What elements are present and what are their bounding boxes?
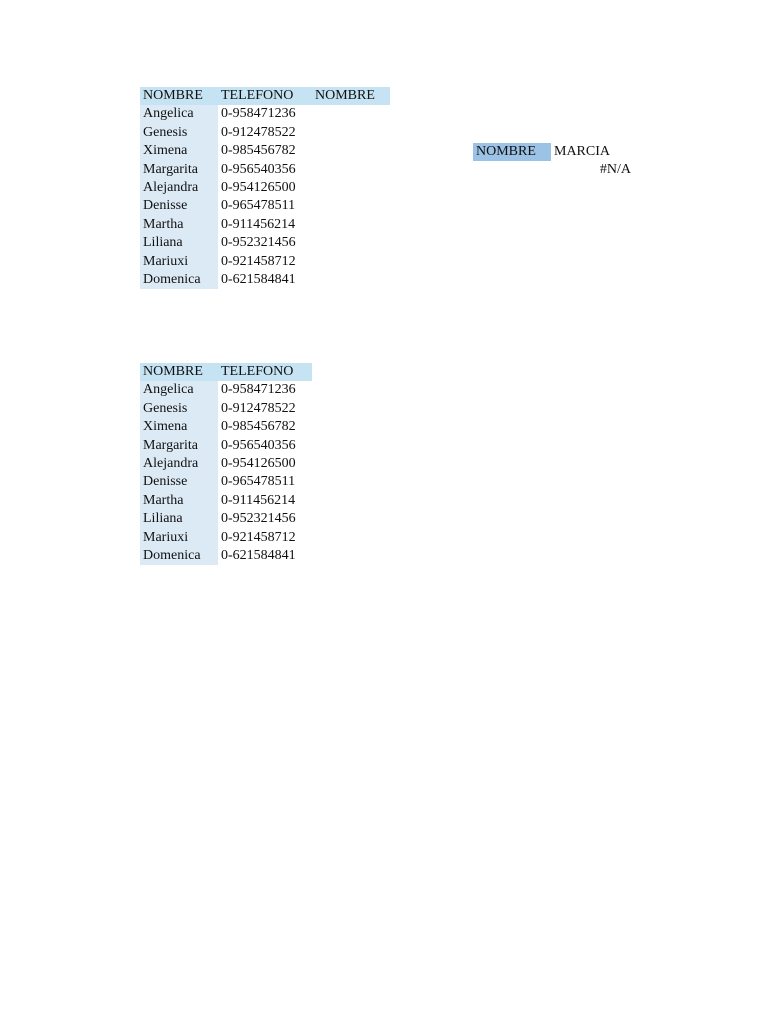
- name-cell[interactable]: Genesis: [140, 124, 218, 142]
- table-row: [140, 400, 312, 418]
- table-row: [140, 473, 312, 491]
- table-row: [140, 455, 312, 473]
- name-cell[interactable]: Margarita: [140, 161, 218, 179]
- name-cell[interactable]: Martha: [140, 216, 218, 234]
- table-row: [140, 197, 390, 215]
- name-cell[interactable]: Genesis: [140, 400, 218, 418]
- phone-cell[interactable]: 0-952321456: [221, 511, 296, 527]
- empty-cell[interactable]: [312, 197, 390, 215]
- phone-cell[interactable]: 0-912478522: [221, 124, 296, 140]
- table-row: [140, 529, 312, 547]
- phone-cell[interactable]: 0-952321456: [221, 235, 296, 251]
- phone-cell[interactable]: 0-965478511: [221, 198, 296, 214]
- name-cell[interactable]: Mariuxi: [140, 253, 218, 271]
- table-row: [140, 234, 390, 252]
- contacts-table-copy: [140, 363, 312, 565]
- name-cell[interactable]: Ximena: [140, 418, 218, 436]
- name-cell[interactable]: Denisse: [140, 197, 218, 215]
- empty-cell[interactable]: [312, 234, 390, 252]
- table-row: [140, 271, 390, 289]
- phone-cell[interactable]: 0-954126500: [221, 180, 296, 196]
- phone-cell[interactable]: 0-912478522: [221, 400, 296, 416]
- name-cell[interactable]: Mariuxi: [140, 529, 218, 547]
- lookup-input-row: [473, 143, 631, 161]
- table-row: [140, 437, 312, 455]
- name-cell[interactable]: Denisse: [140, 473, 218, 491]
- name-cell[interactable]: Angelica: [140, 381, 218, 399]
- empty-cell[interactable]: [312, 253, 390, 271]
- phone-cell[interactable]: 0-621584841: [221, 272, 296, 288]
- empty-cell[interactable]: [312, 216, 390, 234]
- phone-cell[interactable]: 0-956540356: [221, 161, 296, 177]
- empty-cell[interactable]: [312, 105, 390, 123]
- table-row: [140, 161, 390, 179]
- name-cell[interactable]: Liliana: [140, 234, 218, 252]
- empty-cell[interactable]: [312, 179, 390, 197]
- contacts-table: [140, 87, 390, 289]
- header-nombre[interactable]: NOMBRE: [140, 87, 218, 105]
- empty-cell[interactable]: [312, 271, 390, 289]
- table-row: [140, 179, 390, 197]
- name-cell[interactable]: Domenica: [140, 547, 218, 565]
- phone-cell[interactable]: 0-921458712: [221, 529, 296, 545]
- table-row: [140, 510, 312, 528]
- phone-cell[interactable]: 0-954126500: [221, 456, 296, 472]
- phone-cell[interactable]: 0-921458712: [221, 253, 296, 269]
- phone-cell[interactable]: 0-911456214: [221, 216, 296, 232]
- phone-cell[interactable]: 0-965478511: [221, 474, 296, 490]
- phone-cell[interactable]: 0-985456782: [221, 143, 296, 159]
- lookup-result-cell[interactable]: #N/A: [599, 162, 631, 178]
- lookup-result-row: [473, 161, 631, 179]
- phone-cell[interactable]: 0-911456214: [221, 492, 296, 508]
- table-row: [140, 381, 312, 399]
- name-cell[interactable]: Martha: [140, 492, 218, 510]
- phone-cell[interactable]: 0-956540356: [221, 437, 296, 453]
- name-cell[interactable]: Liliana: [140, 510, 218, 528]
- header-row: [140, 87, 390, 105]
- table-row: [140, 216, 390, 234]
- header-nombre[interactable]: NOMBRE: [140, 363, 218, 381]
- name-cell[interactable]: Alejandra: [140, 179, 218, 197]
- phone-cell[interactable]: 0-985456782: [221, 419, 296, 435]
- name-cell[interactable]: Margarita: [140, 437, 218, 455]
- table-row: [140, 547, 312, 565]
- name-cell[interactable]: Domenica: [140, 271, 218, 289]
- header-telefono[interactable]: TELEFONO: [218, 363, 312, 381]
- table-row: [140, 418, 312, 436]
- header-nombre-lookup[interactable]: NOMBRE: [312, 87, 390, 105]
- name-cell[interactable]: Alejandra: [140, 455, 218, 473]
- phone-cell[interactable]: 0-958471236: [221, 106, 296, 122]
- lookup-label-cell[interactable]: NOMBRE: [473, 143, 551, 161]
- lookup-value-cell[interactable]: MARCIA: [554, 144, 611, 159]
- table-row: [140, 492, 312, 510]
- table-row: [140, 124, 390, 142]
- phone-cell[interactable]: 0-621584841: [221, 548, 296, 564]
- name-cell[interactable]: Angelica: [140, 105, 218, 123]
- empty-cell[interactable]: [312, 124, 390, 142]
- empty-cell[interactable]: [312, 161, 390, 179]
- header-telefono[interactable]: TELEFONO: [218, 87, 312, 105]
- name-cell[interactable]: Ximena: [140, 142, 218, 160]
- table-row: [140, 142, 390, 160]
- table-row: [140, 105, 390, 123]
- phone-cell[interactable]: 0-958471236: [221, 382, 296, 398]
- empty-cell[interactable]: [312, 142, 390, 160]
- header-row: [140, 363, 312, 381]
- table-row: [140, 253, 390, 271]
- lookup-block: [473, 143, 631, 180]
